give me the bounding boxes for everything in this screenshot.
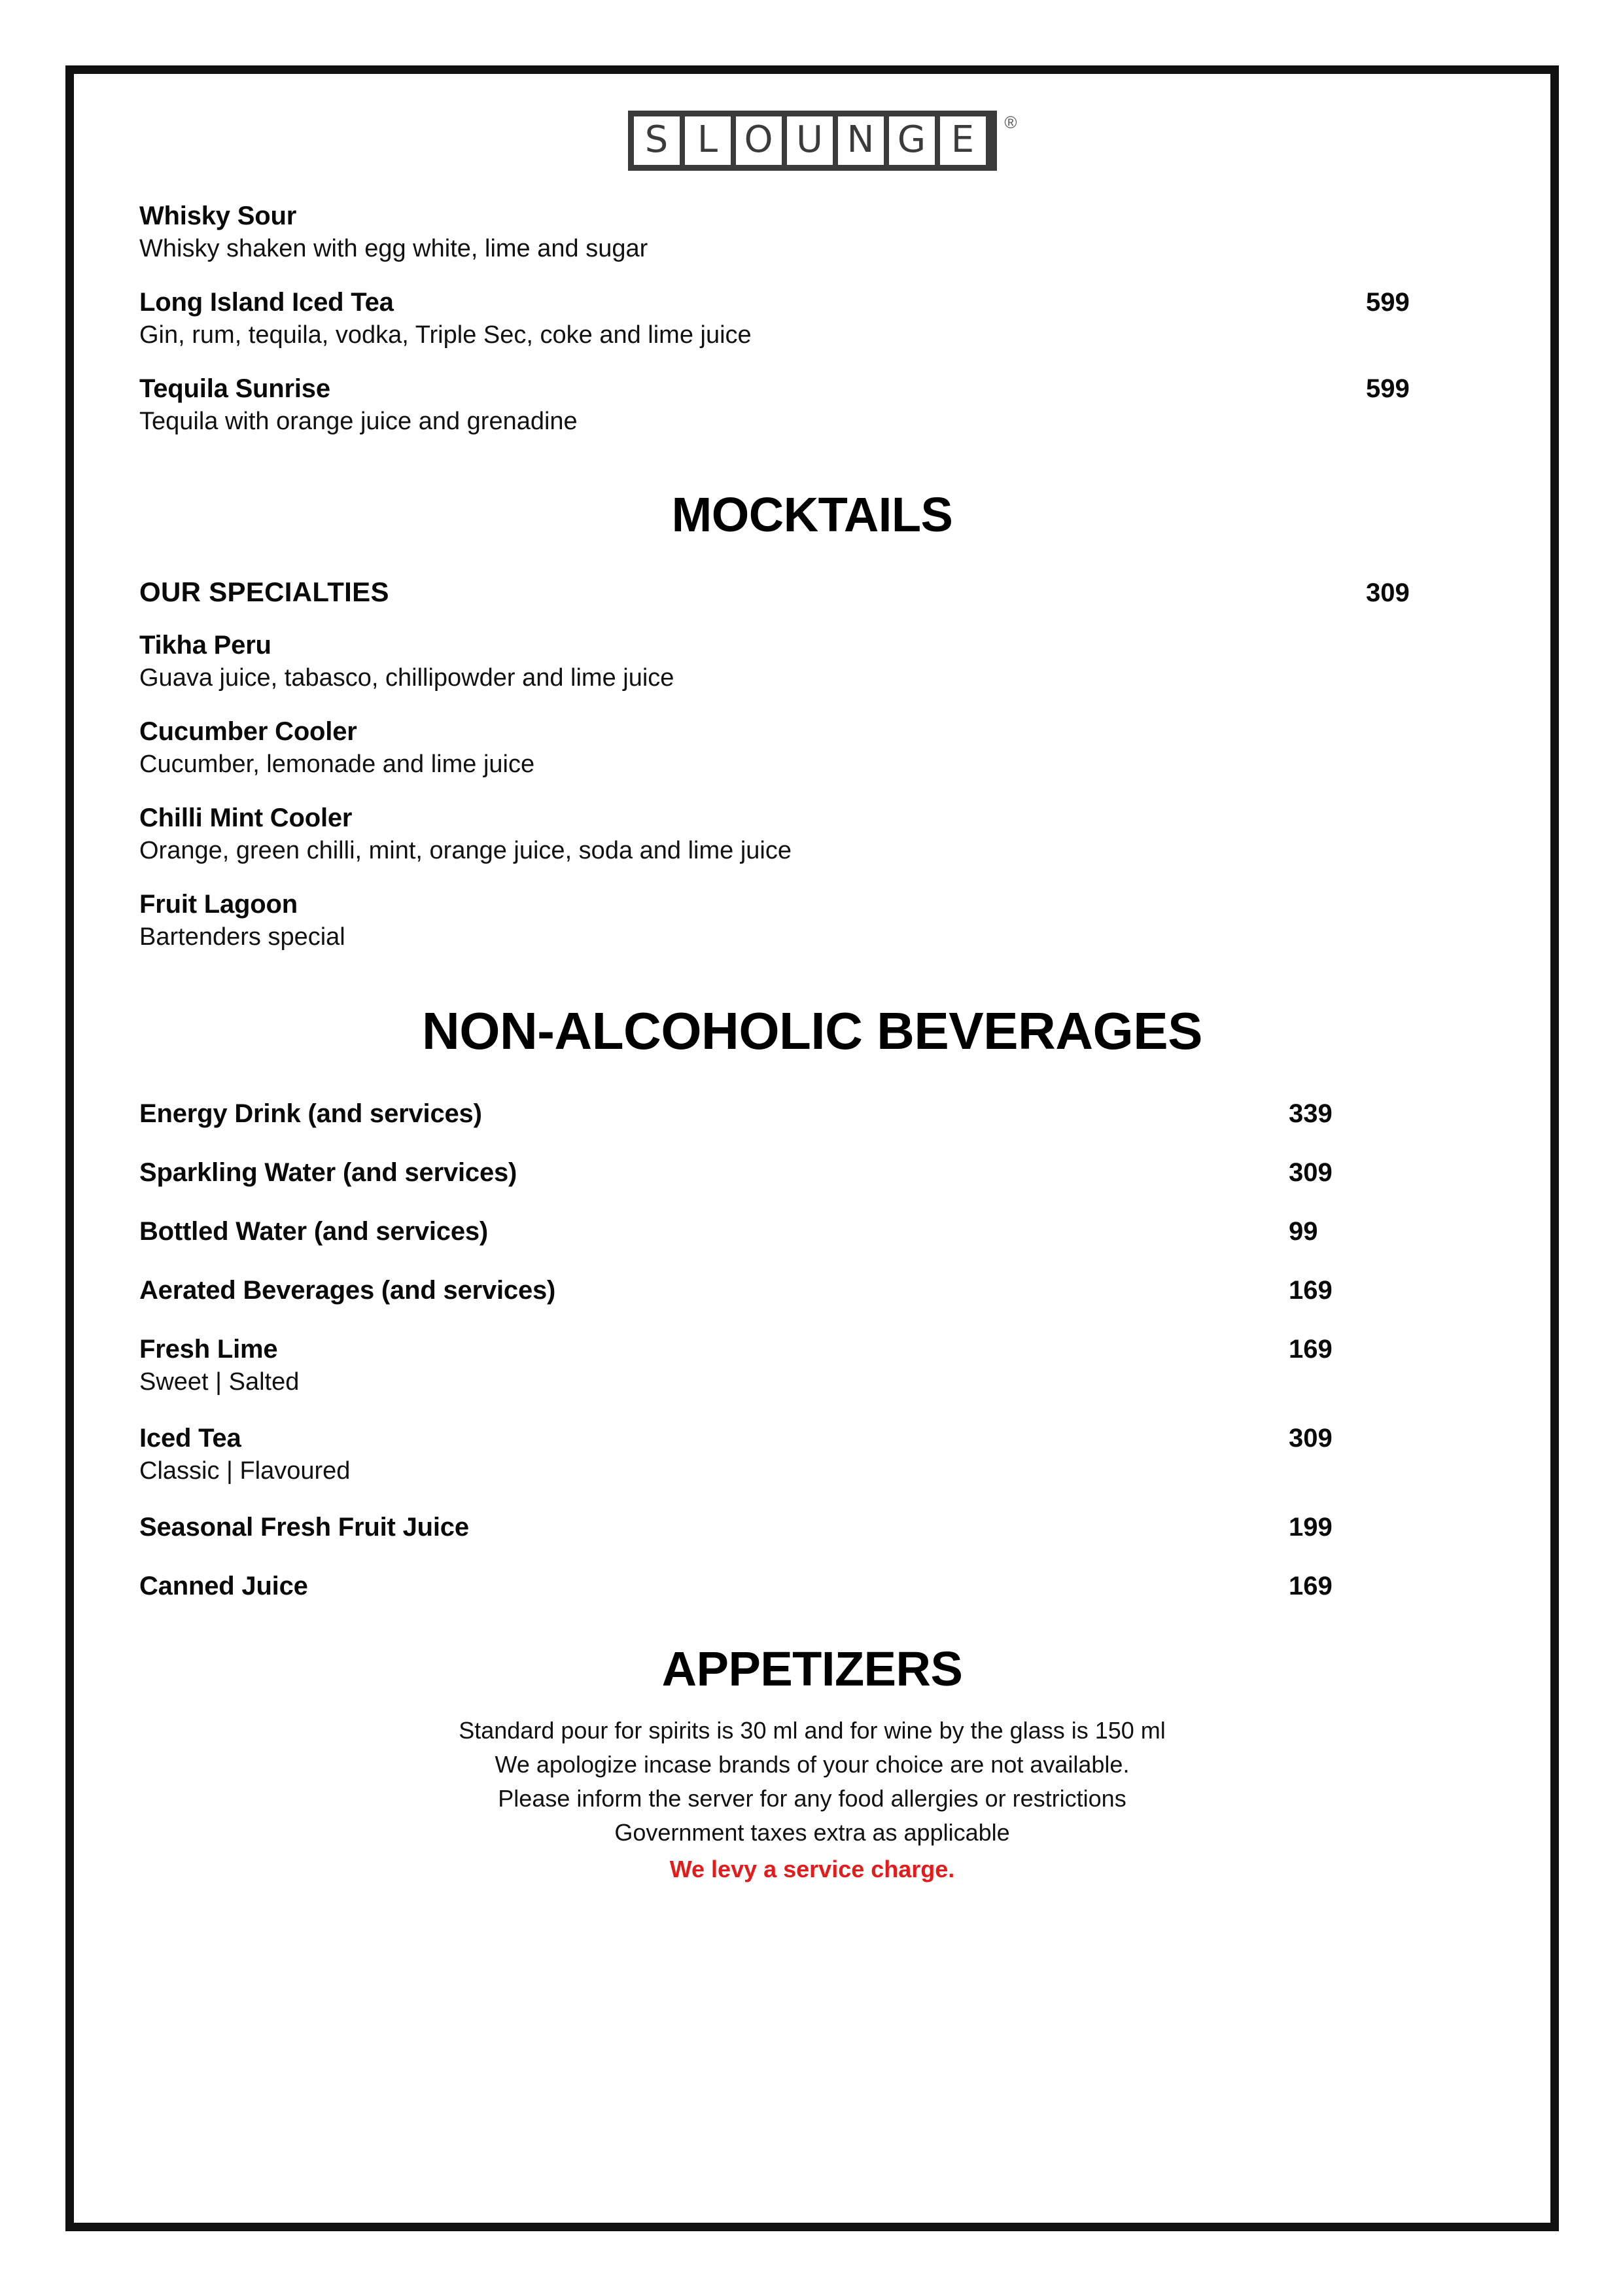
item-description: Orange, green chilli, mint, orange juice, soda and lime juice	[139, 837, 792, 864]
item-name: Aerated Beverages (and services)	[139, 1276, 556, 1305]
logo-letter: G	[897, 118, 926, 161]
menu-item[interactable]	[139, 201, 1485, 265]
menu-item[interactable]	[139, 716, 1485, 781]
slounge-logo	[628, 111, 1017, 171]
logo-letter-cell	[889, 116, 940, 165]
logo-letter-cell	[685, 116, 736, 165]
menu-item[interactable]	[139, 803, 1485, 867]
menu-content	[134, 201, 1490, 1886]
logo-letter-cell	[787, 116, 838, 165]
item-price: 169	[1289, 1335, 1333, 1364]
section-heading-non-alcoholic-beverages: NON-ALCOHOLIC BEVERAGES	[422, 1002, 1202, 1060]
item-variants: Sweet | Salted	[139, 1368, 300, 1396]
logo-letter: N	[846, 118, 875, 161]
menu-item[interactable]	[139, 1334, 1485, 1398]
item-price: 339	[1289, 1099, 1333, 1128]
logo-letter-cell	[940, 116, 991, 165]
cocktails-continued-list	[139, 201, 1485, 438]
menu-item[interactable]	[139, 287, 1485, 351]
menu-item[interactable]	[139, 1423, 1485, 1487]
item-price: 599	[1366, 374, 1410, 403]
non-alcoholic-list	[139, 1099, 1485, 1601]
item-price: 309	[1289, 1424, 1333, 1453]
item-description: Tequila with orange juice and grenadine	[139, 408, 578, 435]
logo-letter: U	[796, 118, 823, 161]
footer-line-brand-availability: We apologize incase brands of your choice are not available.	[495, 1751, 1130, 1778]
item-name: Fruit Lagoon	[139, 890, 298, 919]
menu-item[interactable]	[139, 630, 1485, 694]
section-heading-mocktails: MOCKTAILS	[671, 487, 953, 542]
menu-item[interactable]	[139, 1512, 1485, 1542]
brand-logo-area	[134, 108, 1490, 186]
item-name: Iced Tea	[139, 1424, 241, 1453]
mocktails-specialties-row[interactable]	[139, 576, 1485, 608]
item-name: Tikha Peru	[139, 631, 271, 660]
menu-item[interactable]	[139, 1571, 1485, 1601]
menu-item[interactable]	[139, 889, 1485, 953]
item-name: Energy Drink (and services)	[139, 1099, 482, 1128]
item-price: 99	[1289, 1217, 1318, 1246]
item-name: Long Island Iced Tea	[139, 288, 394, 317]
item-name: Chilli Mint Cooler	[139, 804, 353, 832]
footer-line-allergies: Please inform the server for any food allergies or restrictions	[498, 1785, 1126, 1812]
page-inner	[74, 74, 1550, 2223]
item-name: Seasonal Fresh Fruit Juice	[139, 1513, 469, 1542]
logo-letter-cell	[736, 116, 787, 165]
logo-letter: S	[644, 118, 669, 161]
item-name: Cucumber Cooler	[139, 717, 357, 746]
item-price: 199	[1289, 1513, 1333, 1542]
item-description: Cucumber, lemonade and lime juice	[139, 751, 535, 778]
item-name: Whisky Sour	[139, 202, 297, 230]
menu-item[interactable]	[139, 1099, 1485, 1129]
registered-trademark-icon: ®	[1004, 113, 1017, 132]
section-heading-appetizers: APPETIZERS	[661, 1642, 963, 1696]
menu-item[interactable]	[139, 1157, 1485, 1188]
item-description: Whisky shaken with egg white, lime and sugar	[139, 235, 648, 262]
item-price: 599	[1366, 288, 1410, 317]
item-name: Fresh Lime	[139, 1335, 278, 1364]
footer-service-charge-notice: We levy a service charge.	[669, 1856, 955, 1882]
logo-letter-cell	[634, 116, 685, 165]
subsection-price: 309	[1366, 578, 1410, 607]
item-name: Tequila Sunrise	[139, 374, 330, 403]
item-price: 169	[1289, 1276, 1333, 1305]
item-description: Guava juice, tabasco, chillipowder and lime juice	[139, 664, 674, 692]
logo-letter: E	[951, 118, 975, 161]
menu-item[interactable]	[139, 374, 1485, 438]
menu-item[interactable]	[139, 1275, 1485, 1305]
item-name: Sparkling Water (and services)	[139, 1158, 517, 1187]
item-variants: Classic | Flavoured	[139, 1457, 351, 1485]
footer-line-standard-pour: Standard pour for spirits is 30 ml and for wine by the glass is 150 ml	[459, 1717, 1166, 1744]
logo-letter-cell	[838, 116, 889, 165]
item-description: Bartenders special	[139, 923, 345, 951]
footer-notes	[139, 1714, 1485, 1886]
item-description: Gin, rum, tequila, vodka, Triple Sec, coke and lime juice	[139, 321, 752, 349]
page-border-frame	[65, 65, 1559, 2231]
item-price: 169	[1289, 1572, 1333, 1600]
subsection-label-our-specialties: OUR SPECIALTIES	[139, 576, 389, 607]
item-name: Canned Juice	[139, 1572, 308, 1600]
footer-line-taxes: Government taxes extra as applicable	[614, 1819, 1010, 1846]
item-price: 309	[1289, 1158, 1333, 1187]
menu-item[interactable]	[139, 1216, 1485, 1246]
logo-letter: O	[744, 118, 773, 161]
item-name: Bottled Water (and services)	[139, 1217, 489, 1246]
mocktails-list	[139, 630, 1485, 953]
logo-letter: L	[697, 118, 718, 161]
